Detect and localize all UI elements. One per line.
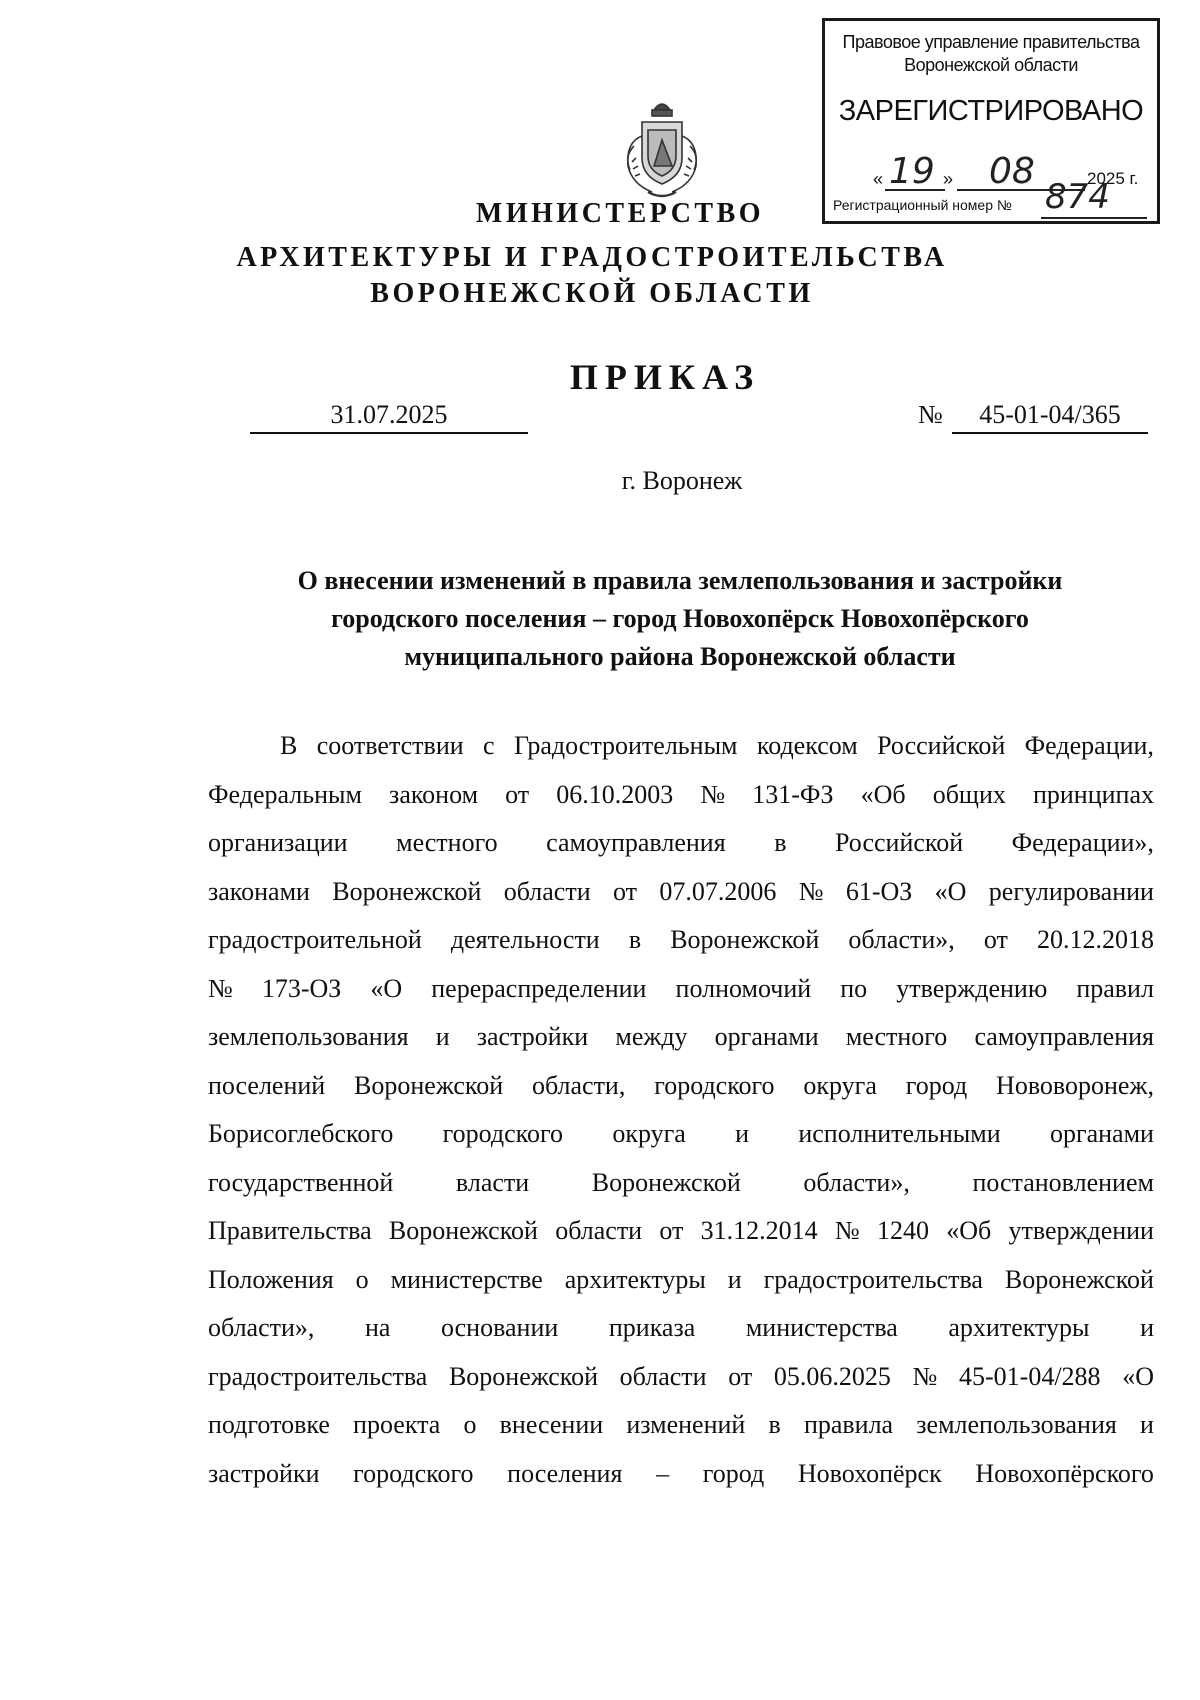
body-word: Воронежской <box>448 1361 599 1391</box>
body-word: 173-ОЗ <box>261 973 342 1003</box>
body-line <box>208 722 1154 771</box>
body-word: органами <box>714 1022 819 1051</box>
body-word: «О <box>1122 1361 1154 1391</box>
body-word: Федерации», <box>1011 828 1154 857</box>
body-word: о <box>463 1410 477 1439</box>
body-word: проекта <box>353 1410 441 1439</box>
body-line <box>208 1207 1154 1256</box>
body-word: и <box>727 1264 742 1294</box>
body-word: области», <box>208 1313 315 1342</box>
body-line <box>208 1062 1154 1111</box>
body-word: от <box>728 1361 753 1391</box>
body-word: Положения <box>208 1264 334 1294</box>
body-word: перераспределении <box>431 973 647 1003</box>
body-word: «Об <box>860 779 906 809</box>
body-word: подготовке <box>208 1410 330 1439</box>
body-word: местного <box>845 1022 948 1051</box>
body-word: с <box>483 731 495 760</box>
body-line <box>208 771 1154 820</box>
body-word: городского <box>654 1070 775 1100</box>
body-word: постановлением <box>972 1167 1154 1197</box>
body-word: 06.10.2003 <box>556 779 674 809</box>
body-word: Воронежской <box>354 1070 504 1100</box>
body-word: в <box>628 925 642 954</box>
stamp-regno-value: 874 <box>1045 177 1110 217</box>
body-word: в <box>774 828 787 857</box>
body-word: министерства <box>745 1313 898 1342</box>
body-word: между <box>615 1022 688 1051</box>
body-word: городского <box>442 1119 564 1148</box>
body-word: № <box>912 1361 938 1391</box>
body-line <box>208 1401 1154 1450</box>
body-word: области, <box>531 1070 626 1100</box>
body-line <box>208 1013 1154 1062</box>
body-word: архитектуры <box>564 1264 706 1294</box>
body-word: 1240 <box>876 1216 929 1245</box>
body-word: утверждении <box>1008 1216 1154 1245</box>
body-word: № <box>208 973 233 1003</box>
document-city: г. Воронеж <box>621 466 743 495</box>
body-word: городского <box>353 1458 474 1488</box>
body-word: градостроительства <box>763 1264 983 1294</box>
body-word: градостроительства <box>208 1361 428 1391</box>
body-word: Новохопёрск <box>797 1458 942 1488</box>
body-word: Нововоронеж, <box>996 1070 1154 1100</box>
document-type: ПРИКАЗ <box>569 357 761 397</box>
body-line <box>208 1159 1154 1208</box>
body-word: кодексом <box>756 731 858 760</box>
stamp-date: « 19 » 08 2025 г. <box>873 151 1139 192</box>
body-word: и <box>1139 1410 1154 1439</box>
body-word: город <box>702 1458 765 1488</box>
body-word: № <box>700 779 726 809</box>
body-word: в <box>768 1410 781 1439</box>
ministry-line-1: МИНИСТЕРСТВО <box>475 198 765 229</box>
body-word: местного <box>396 828 498 857</box>
body-word: самоуправления <box>974 1022 1154 1051</box>
body-word: утверждению <box>896 973 1048 1003</box>
body-word: регулировании <box>988 876 1154 906</box>
body-word: № <box>834 1216 860 1245</box>
body-line <box>208 1304 1154 1353</box>
ministry-line-3: ВОРОНЕЖСКОЙ ОБЛАСТИ <box>370 278 814 309</box>
body-word: министерстве <box>390 1264 543 1294</box>
body-word: 20.12.2018 <box>1036 925 1154 954</box>
body-line <box>208 1256 1154 1305</box>
body-word: Воронежской <box>670 925 820 954</box>
body-word: землепользования <box>916 1410 1117 1439</box>
body-word: застройки <box>208 1458 320 1488</box>
body-line <box>208 916 1154 965</box>
body-word: округа <box>803 1070 877 1100</box>
number-sign: № <box>918 400 943 429</box>
body-word: застройки <box>476 1022 589 1051</box>
body-word: органами <box>1049 1119 1154 1148</box>
body-word: правила <box>803 1410 894 1439</box>
body-word: 07.07.2006 <box>659 876 777 906</box>
body-word: город <box>905 1070 968 1100</box>
stamp-day: 19 <box>889 151 935 192</box>
body-word: основании <box>440 1313 559 1342</box>
body-word: Федеральным <box>208 779 362 809</box>
body-word: 61-ОЗ <box>845 876 913 906</box>
document-title <box>210 562 1150 676</box>
body-word: Воронежской <box>388 1216 538 1245</box>
body-word: Правительства <box>208 1216 372 1245</box>
body-word: законами <box>208 876 310 906</box>
body-word: области», <box>848 925 955 954</box>
body-word: поселений <box>208 1070 326 1100</box>
title-line-2: городского поселения – город Новохопёрск Новохопёрского <box>331 604 1029 633</box>
stamp-organization <box>825 31 1157 77</box>
registration-stamp <box>822 18 1160 224</box>
body-word: и <box>435 1022 450 1051</box>
document-date: 31.07.2025 <box>250 400 528 434</box>
body-word: государственной <box>208 1167 394 1197</box>
body-word: Борисоглебского <box>208 1119 394 1148</box>
body-word: правил <box>1076 973 1154 1003</box>
body-word: градостроительной <box>208 925 422 954</box>
body-word: Воронежской <box>332 876 482 906</box>
body-word: приказа <box>608 1313 696 1342</box>
body-word: от <box>659 1216 684 1245</box>
body-word: законом <box>389 779 479 809</box>
title-line-3: муниципального района Воронежской области <box>404 642 956 671</box>
body-word: исполнительными <box>798 1119 1001 1148</box>
body-word: «О <box>934 876 967 906</box>
body-word: области <box>619 1361 707 1391</box>
document-body <box>208 722 1154 1498</box>
body-word: власти <box>455 1167 530 1197</box>
body-word: самоуправления <box>546 828 726 857</box>
body-word: 31.12.2014 <box>700 1216 818 1245</box>
body-line <box>208 1110 1154 1159</box>
body-word: № <box>798 876 824 906</box>
body-word: от <box>983 925 1008 954</box>
body-word: по <box>840 973 868 1003</box>
number-value: 45-01-04/365 <box>952 400 1148 434</box>
body-word: Новохопёрского <box>975 1458 1154 1488</box>
body-word: и <box>1140 1313 1154 1342</box>
body-word: от <box>612 876 637 906</box>
body-word: соответствии <box>316 731 464 760</box>
coat-of-arms-icon <box>618 96 706 206</box>
body-word: организации <box>208 828 348 857</box>
ministry-line-2: АРХИТЕКТУРЫ И ГРАДОСТРОИТЕЛЬСТВА <box>236 242 948 273</box>
body-word: 131-ФЗ <box>752 779 834 809</box>
body-word: деятельности <box>450 925 600 954</box>
body-word: В <box>280 731 298 760</box>
body-word: округа <box>612 1119 686 1148</box>
body-word: области <box>503 876 591 906</box>
body-word: внесении <box>499 1410 604 1439</box>
stamp-year: 2025 г. <box>1087 169 1139 188</box>
stamp-registered-label: ЗАРЕГИСТРИРОВАНО <box>838 95 1144 127</box>
body-word: и <box>735 1119 750 1148</box>
body-word: «Об <box>946 1216 992 1245</box>
stamp-regno-label: Регистрационный номер № <box>833 197 1012 213</box>
body-word: изменений <box>626 1410 746 1439</box>
stamp-month: 08 <box>989 151 1035 192</box>
body-word: Воронежской <box>1004 1264 1154 1294</box>
body-word: – <box>656 1458 670 1488</box>
body-word: 45-01-04/288 <box>959 1361 1101 1391</box>
ministry-header <box>0 196 1200 232</box>
title-line-1: О внесении изменений в правила землепользования и застройки <box>297 566 1063 595</box>
body-word: землепользования <box>208 1022 409 1051</box>
body-line <box>208 965 1154 1014</box>
body-line <box>208 1353 1154 1402</box>
ministry-header-cont <box>0 240 1200 312</box>
body-word: области», <box>803 1167 910 1197</box>
body-word: Федерации, <box>1024 731 1154 760</box>
stamp-org-line-1: Правовое управление правительства <box>842 32 1140 52</box>
body-line <box>208 1450 1154 1499</box>
body-line <box>208 868 1154 917</box>
body-word: 05.06.2025 <box>773 1361 891 1391</box>
body-word: Российской <box>834 828 964 857</box>
body-line <box>208 819 1154 868</box>
body-word: Воронежской <box>591 1167 741 1197</box>
body-word: области <box>555 1216 643 1245</box>
body-word: «О <box>370 973 403 1003</box>
body-word: Российской <box>877 731 1006 760</box>
body-word: общих <box>932 779 1006 809</box>
body-word: принципах <box>1032 779 1154 809</box>
body-word: полномочий <box>675 973 812 1003</box>
body-word: Градостроительным <box>513 731 738 760</box>
body-word: архитектуры <box>948 1313 1090 1342</box>
body-word: от <box>505 779 530 809</box>
stamp-org-line-2: Воронежской области <box>904 55 1078 75</box>
body-word: о <box>355 1264 369 1294</box>
body-word: на <box>364 1313 391 1342</box>
body-word: поселения <box>507 1458 623 1488</box>
